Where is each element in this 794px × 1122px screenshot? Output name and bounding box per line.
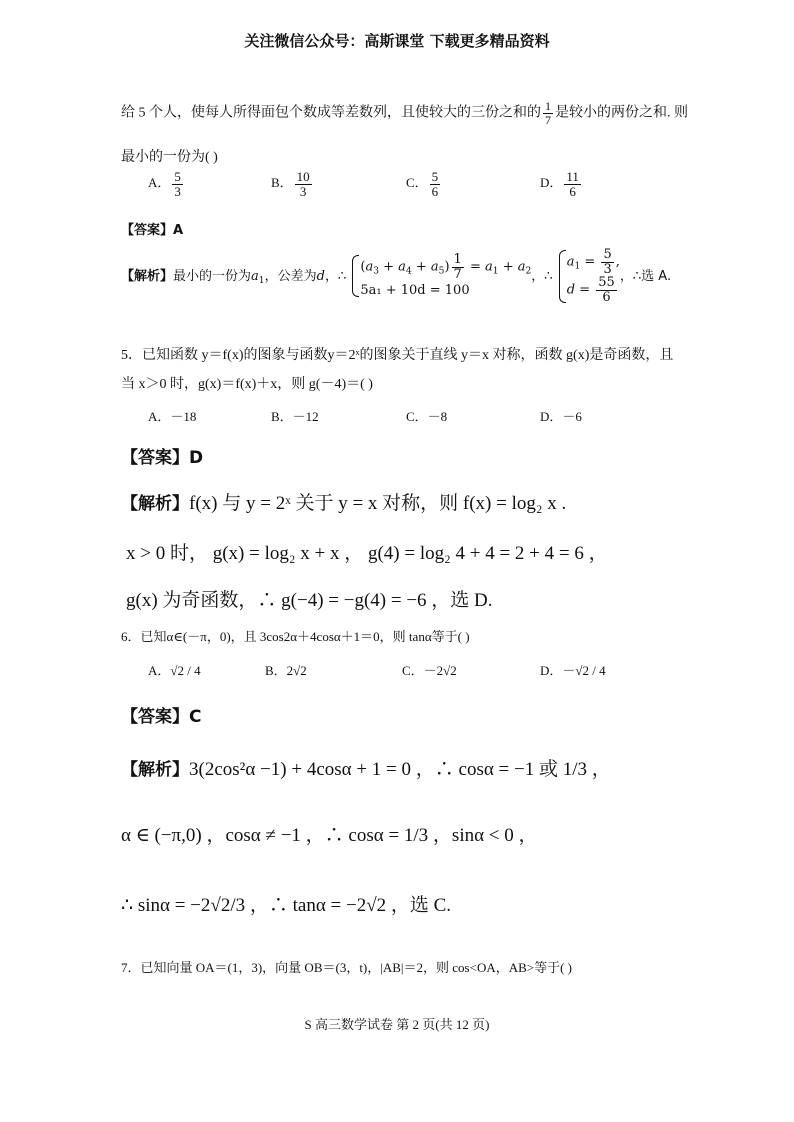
header-banner: 关注微信公众号：高斯课堂 下载更多精品资料 [244,32,550,50]
page-footer: S 高三数学试卷 第 2 页(共 12 页) [304,1017,490,1032]
q5-solution-line2: x > 0 时， g(x) = log₂ x + x ， g(4) = log₂ 4 + 4 = 2 + 4 = 6 ， [126,543,608,564]
q6-option-a: A．√2 / 4 [148,663,201,678]
q6-option-d: D．－√2 / 4 [540,663,606,678]
q5-answer: 【答案】D [121,448,204,468]
q4-option-b: B． $\frac{10}{3}$ [271,169,310,199]
q4-option-c: C． $\frac{5}{6}$ [406,169,439,199]
q4-option-a: A． $\frac{5}{3}$ [148,169,181,199]
q5-line1: 5．已知函数 y＝f(x)的图象与函数y＝2ˣ的图象关于直线 y＝x 对称，函数 g(x)是奇函数，且 [121,348,674,363]
q4-system-1: $(a_3 + a_4 + a_5)$ $\frac{1}{7}$ = $a_1 + a_2$ 5a₁ + 10d = 100 [350,253,531,299]
q4-line1: 给 5 个人，使每人所得面包个数成等差数列，且使较大的三份之和的 $\frac{1}{7}$ 是较小的两份之和. 则 [121,99,688,127]
q5-option-a: A．－18 [148,409,197,424]
q4-system-2: $a_1$ = $\frac{5}{3}$ , d = $\frac{55}{6}$ [557,248,620,305]
q5-option-b: B．－12 [271,409,319,424]
q4-line2: 最小的一份为( ) [121,150,218,165]
q7-line1: 7．已知向量 OA＝(1，3)，向量 OB＝(3，t)，|AB|＝2，则 cos<OA，AB>等于( ) [121,960,573,975]
q6-solution-line3: ∴ sinα = −2√2/3 ，∴ tanα = −2√2 ，选 C. [121,895,452,916]
q5-option-d: D．－6 [540,409,582,424]
q4-answer: 【答案】A [121,223,184,238]
q6-option-c: C．－2√2 [402,663,457,678]
q5-option-c: C．－8 [406,409,448,424]
q5-solution-line3: g(x) 为奇函数，∴ g(−4) = −g(4) = −6 ，选 D. [126,590,493,611]
q6-line1: 6．已知α∈(－π，0)，且 3cos2α＋4cosα＋1＝0，则 tanα等于( ) [121,629,470,644]
q6-answer: 【答案】C [121,707,202,727]
q6-option-b: B．2√2 [265,663,307,678]
q4-option-d: D． $\frac{11}{6}$ [540,169,579,199]
q5-line2: 当 x＞0 时，g(x)＝f(x)＋x，则 g(－4)＝( ) [121,377,373,392]
q5-solution-line1: 【解析】f(x) 与 y = 2ˣ 关于 y = x 对称，则 f(x) = log₂ x . [121,493,567,514]
q6-solution-line1: 【解析】3(2cos²α −1) + 4cosα + 1 = 0 ，∴ cosα = −1 或 1/3 ， [121,759,611,780]
q4-solution: 【解析】最小的一份为$a_1$，公差为d，∴ $(a_3 + a_4 + a_5)$ $\frac{1}{7}$ = $a_1 + a_2$ 5a₁ + 10d = 100 ，∴ $a_1$ = $\frac{5}{3}$ , d = $\frac{55}{6}$ ，∴选 A. [121,247,672,305]
q6-solution-line2: α ∈ (−π,0) ，cosα ≠ −1 ，∴ cosα = 1/3 ，sinα < 0 ， [121,825,538,846]
